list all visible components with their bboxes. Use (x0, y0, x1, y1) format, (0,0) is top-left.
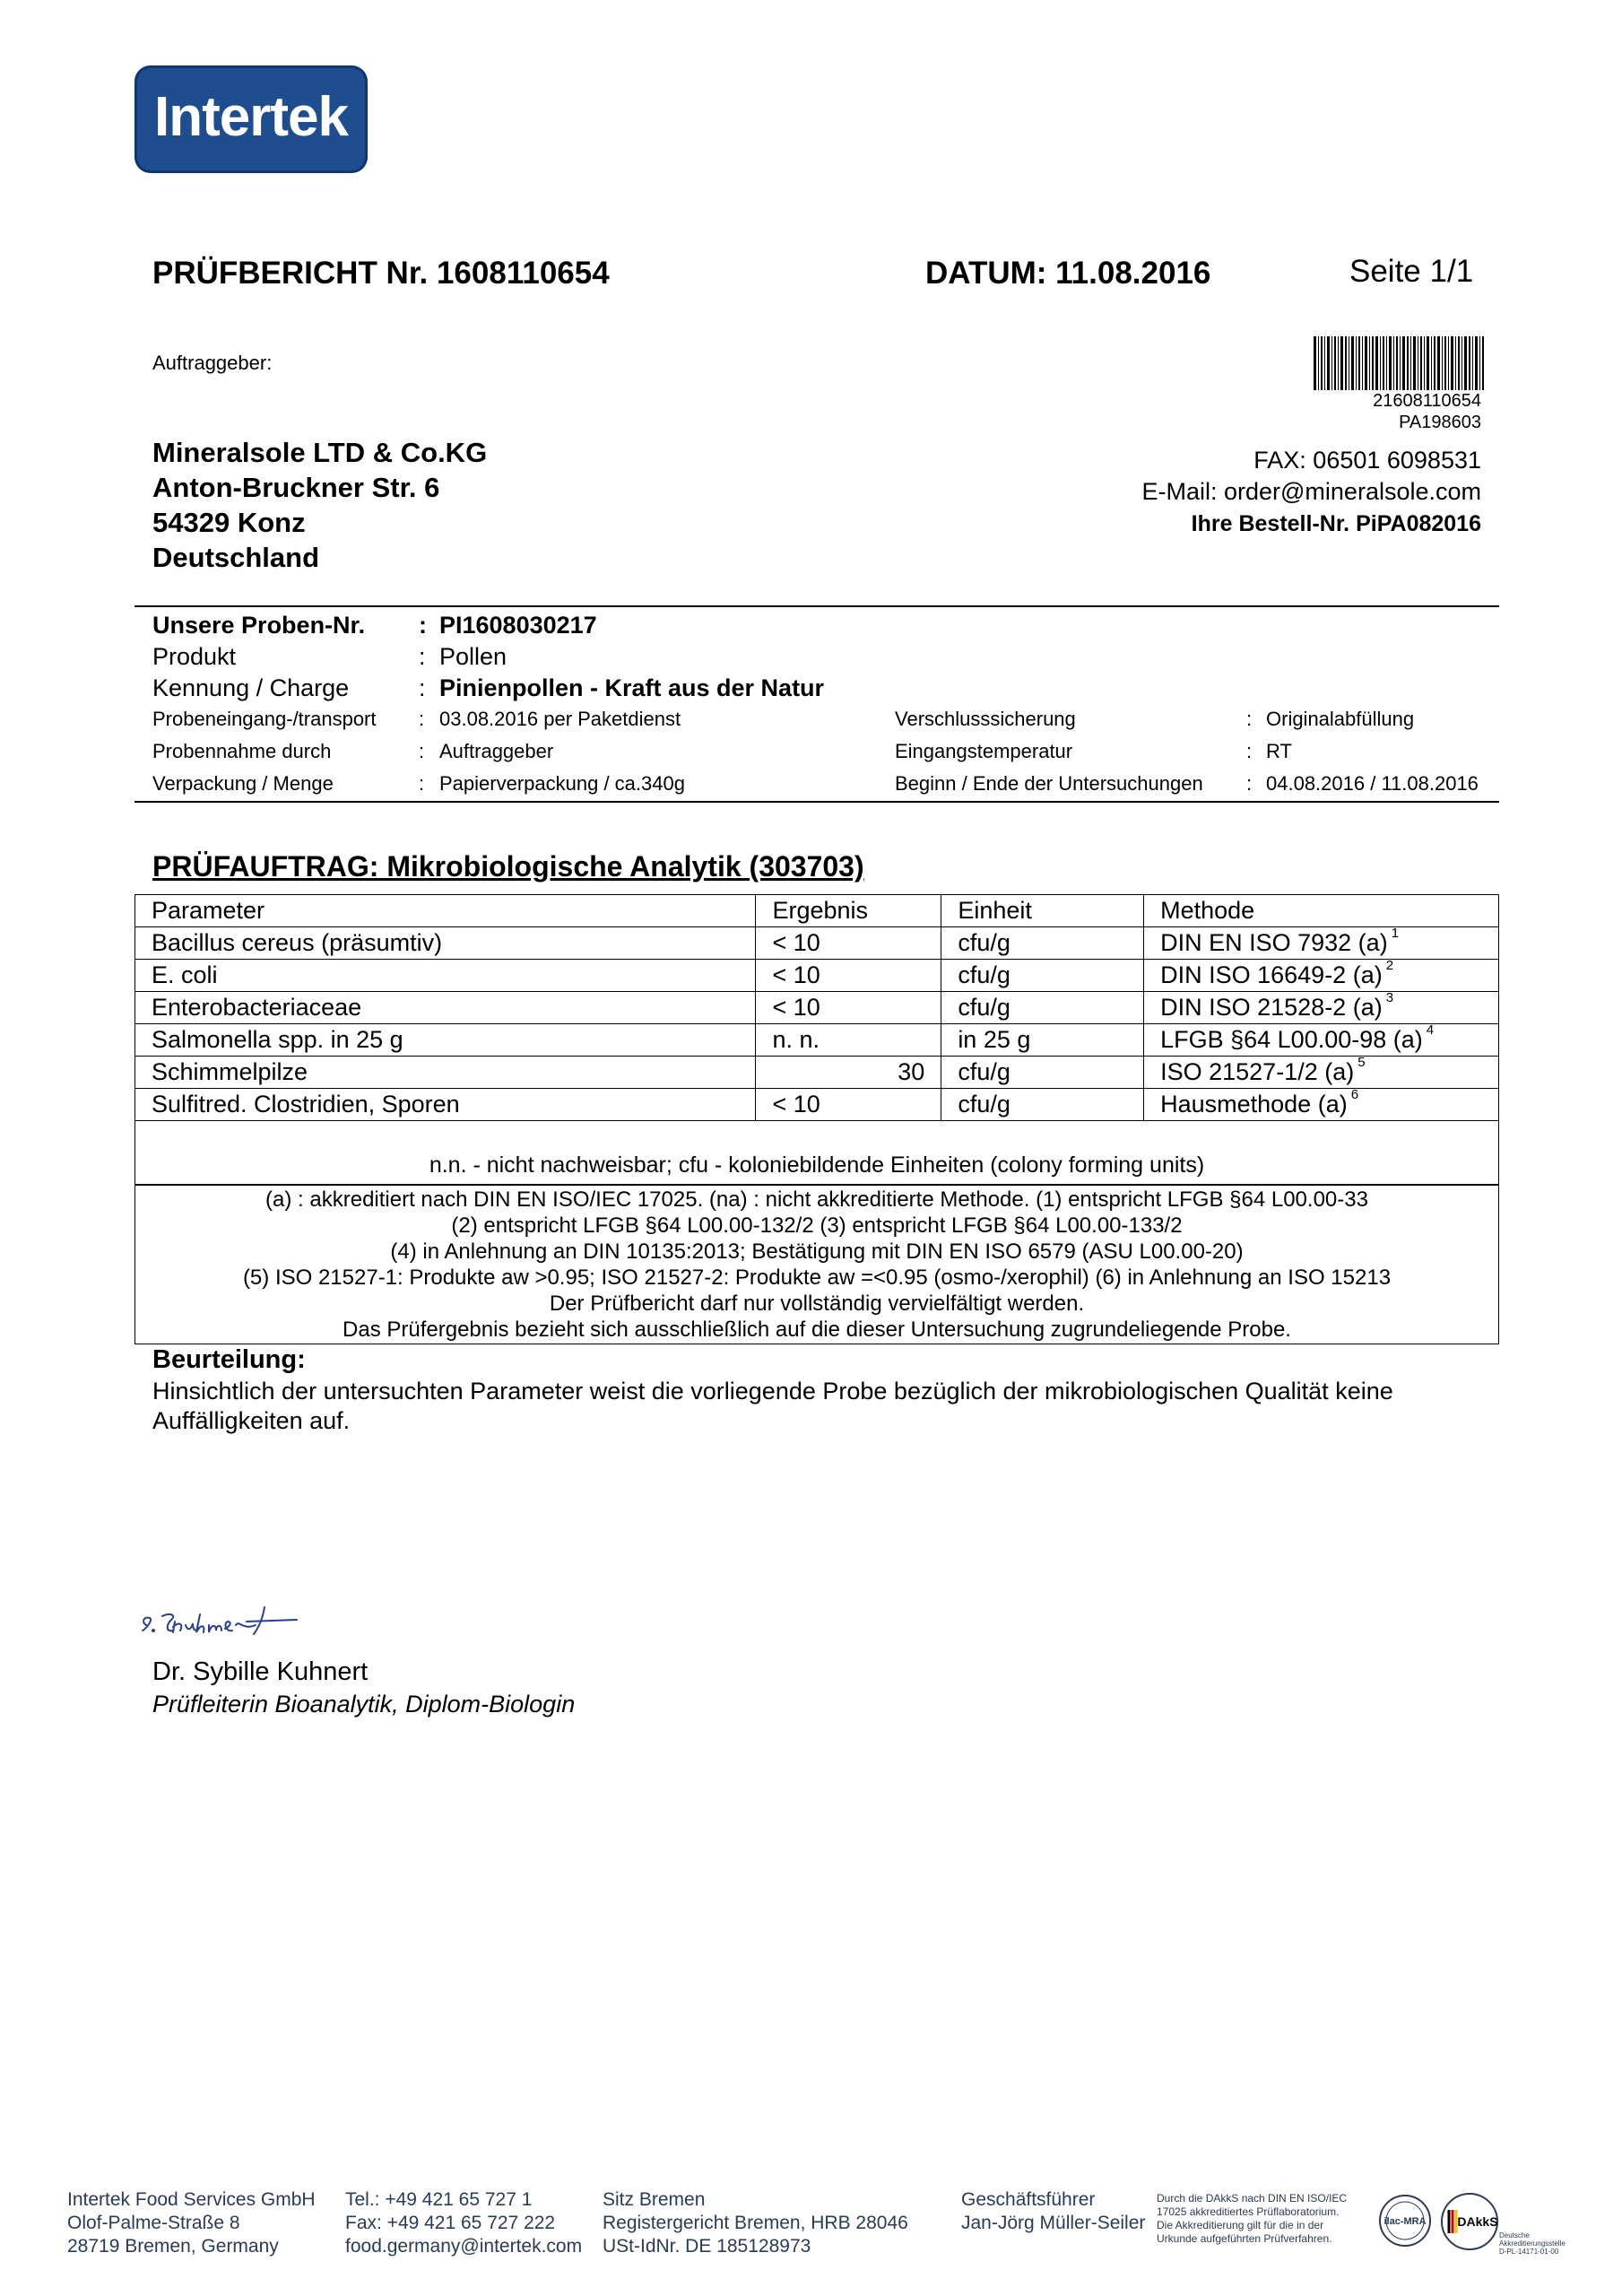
abbreviations-box (134, 1120, 1499, 1185)
footer-line: Jan-Jörg Müller-Seiler (961, 2213, 1146, 2233)
result-cell: < 10 (756, 960, 941, 992)
barcode-number: 21608110654 (1373, 391, 1481, 411)
column-header: Methode (1144, 895, 1499, 927)
column-header: Parameter (135, 895, 756, 927)
unit-cell: cfu/g (941, 1089, 1144, 1121)
parameter-cell: Sulfitred. Clostridien, Sporen (135, 1089, 756, 1121)
parameter-cell: Bacillus cereus (präsumtiv) (135, 927, 756, 960)
footnote-ref: 5 (1357, 1055, 1366, 1070)
table-row (135, 960, 1499, 992)
separator: : (419, 740, 425, 762)
footer-line: 28719 Bremen, Germany (67, 2236, 279, 2257)
method-cell (1144, 927, 1499, 960)
parameter-cell: Salmonella spp. in 25 g (135, 1024, 756, 1057)
test-period-label: Beginn / Ende der Untersuchungen (895, 772, 1203, 795)
footer-line: Urkunde aufgeführten Prüfverfahren. (1157, 2232, 1332, 2245)
logo-text: Intertek (154, 86, 348, 148)
dakks-logo (1440, 2192, 1499, 2251)
footer-line: Durch die DAkkS nach DIN EN ISO/IEC (1157, 2192, 1348, 2205)
legend-line: (5) ISO 21527-1: Produkte aw >0.95; ISO 21527-2: Produkte aw =<0.95 (osmo-/xerophil) (6) in Anlehnung an ISO 15213 (242, 1265, 1392, 1290)
method-cell (1144, 1089, 1499, 1121)
method-text: DIN ISO 16649-2 (a) (1160, 961, 1383, 988)
footer-company (67, 2188, 316, 2258)
footnote-ref: 1 (1391, 926, 1400, 941)
table-row (135, 1089, 1499, 1121)
results-table (134, 894, 1499, 1121)
footer-accreditation (1157, 2192, 1381, 2246)
abbreviations-note: n.n. - nicht nachweisbar; cfu - koloniebildende Einheiten (colony forming units) (429, 1152, 1205, 1178)
footer-registry (603, 2188, 908, 2258)
method-cell (1144, 1024, 1499, 1057)
table-row (135, 992, 1499, 1024)
footnote-ref: 4 (1426, 1022, 1435, 1038)
client-country: Deutschland (152, 542, 320, 573)
separator: : (1246, 772, 1253, 795)
legend-line: Der Prüfbericht darf nur vollständig vervielfältigt werden. (549, 1292, 1085, 1316)
unit-cell: cfu/g (941, 927, 1144, 960)
order-number: Ihre Bestell-Nr. PiPA082016 (1191, 511, 1481, 536)
result-cell: < 10 (756, 927, 941, 960)
footer-line: food.germany@intertek.com (345, 2236, 583, 2257)
footer-line: Tel.: +49 421 65 727 1 (345, 2189, 533, 2210)
intertek-logo (134, 65, 368, 173)
client-street: Anton-Bruckner Str. 6 (152, 472, 440, 503)
method-text: LFGB §64 L00.00-98 (a) (1160, 1026, 1423, 1053)
sample-number-label: Unsere Proben-Nr. (152, 612, 366, 639)
unit-cell: cfu/g (941, 992, 1144, 1024)
method-text: ISO 21527-1/2 (a) (1160, 1058, 1355, 1085)
client-address (152, 435, 487, 575)
temperature-value: RT (1266, 740, 1292, 762)
separator: : (419, 674, 426, 701)
footer-line: Geschäftsführer (961, 2189, 1096, 2210)
barcode-reference: PA198603 (1399, 413, 1481, 432)
receipt-value: 03.08.2016 per Paketdienst (439, 708, 681, 730)
separator: : (419, 772, 425, 795)
report-title: PRÜFBERICHT Nr. 1608110654 (152, 256, 610, 291)
sampling-value: Auftraggeber (439, 740, 554, 762)
separator: : (419, 612, 427, 639)
column-header: Ergebnis (756, 895, 941, 927)
signer-role: Prüfleiterin Bioanalytik, Diplom-Biologin (152, 1691, 576, 1718)
result-cell: < 10 (756, 992, 941, 1024)
method-text: DIN EN ISO 7932 (a) (1160, 929, 1388, 956)
contact-email: E-Mail: order@mineralsole.com (1141, 478, 1481, 505)
barcode-image (1314, 336, 1484, 390)
temperature-label: Eingangstemperatur (895, 740, 1073, 762)
footer-phone (345, 2188, 582, 2258)
client-label: Auftraggeber: (152, 352, 273, 374)
report-date: DATUM: 11.08.2016 (925, 256, 1211, 291)
footer-line: Die Akkreditierung gilt für die in der (1157, 2219, 1324, 2231)
unit-cell: cfu/g (941, 1057, 1144, 1089)
test-period-value: 04.08.2016 / 11.08.2016 (1266, 772, 1479, 795)
seal-label: Verschlusssicherung (895, 708, 1076, 730)
table-header-row (135, 895, 1499, 927)
method-text: DIN ISO 21528-2 (a) (1160, 994, 1383, 1021)
packaging-value: Papierverpackung / ca.340g (439, 772, 685, 795)
assessment-text: Hinsichtlich der untersuchten Parameter weist die vorliegende Probe bezüglich der mikrobiologischen Qualität keine Auffälligkeiten auf. (152, 1378, 1393, 1434)
result-cell: 30 (756, 1057, 941, 1089)
method-cell (1144, 1057, 1499, 1089)
signer-name: Dr. Sybille Kuhnert (152, 1657, 369, 1686)
parameter-cell: Enterobacteriaceae (135, 992, 756, 1024)
packaging-label: Verpackung / Menge (152, 772, 334, 795)
separator: : (419, 708, 425, 730)
footer-line: Olof-Palme-Straße 8 (67, 2213, 240, 2233)
assessment-title: Beurteilung: (152, 1345, 306, 1374)
separator: : (419, 643, 426, 670)
charge-value: Pinienpollen - Kraft aus der Natur (439, 674, 825, 701)
charge-label: Kennung / Charge (152, 674, 350, 701)
receipt-label: Probeneingang-/transport (152, 708, 377, 730)
footnote-ref: 6 (1350, 1087, 1359, 1102)
ilac-logo-text: ilac-MRA (1383, 2216, 1427, 2227)
footer-line: Registergericht Bremen, HRB 28046 (603, 2213, 908, 2233)
unit-cell: cfu/g (941, 960, 1144, 992)
legend-box (134, 1185, 1499, 1344)
client-city: 54329 Konz (152, 507, 306, 538)
table-row (135, 927, 1499, 960)
separator: : (1246, 708, 1253, 730)
footnote-ref: 2 (1385, 958, 1394, 973)
parameter-cell: Schimmelpilze (135, 1057, 756, 1089)
contact-fax: FAX: 06501 6098531 (1253, 447, 1481, 474)
divider-top (134, 605, 1499, 607)
footer-line: USt-IdNr. DE 185128973 (603, 2236, 811, 2257)
method-cell (1144, 960, 1499, 992)
footer-line: Fax: +49 421 65 727 222 (345, 2213, 556, 2233)
legend-line: Das Prüfergebnis bezieht sich ausschließlich auf die dieser Untersuchung zugrundeliegende Probe. (343, 1318, 1291, 1342)
footer-line: 17025 akkreditiertes Prüflaboratorium. (1157, 2205, 1340, 2218)
footer-management (961, 2188, 1145, 2235)
table-row (135, 1057, 1499, 1089)
footer-line: Akkreditierungsstelle (1499, 2239, 1566, 2248)
table-row (135, 1024, 1499, 1057)
footer-line: Intertek Food Services GmbH (67, 2189, 316, 2210)
method-text: Hausmethode (a) (1160, 1091, 1348, 1118)
footer-line: Sitz Bremen (603, 2189, 706, 2210)
order-title: PRÜFAUFTRAG: Mikrobiologische Analytik (303703) (152, 850, 864, 883)
sampling-label: Probennahme durch (152, 740, 332, 762)
dakks-caption (1499, 2231, 1566, 2256)
dakks-logo-text: DAkkS (1457, 2214, 1498, 2229)
legend-line: (2) entspricht LFGB §64 L00.00-132/2 (3) entspricht LFGB §64 L00.00-133/2 (451, 1213, 1183, 1238)
legend-line: (4) in Anlehnung an DIN 10135:2013; Bestätigung mit DIN EN ISO 6579 (ASU L00.00-20) (390, 1239, 1244, 1264)
unit-cell: in 25 g (941, 1024, 1144, 1057)
method-cell (1144, 992, 1499, 1024)
divider-bottom (134, 801, 1499, 803)
result-cell: < 10 (756, 1089, 941, 1121)
column-header: Einheit (941, 895, 1144, 927)
result-cell: n. n. (756, 1024, 941, 1057)
client-name: Mineralsole LTD & Co.KG (152, 437, 488, 468)
sample-number-value: PI1608030217 (439, 612, 597, 639)
ilac-mra-logo (1378, 2194, 1432, 2248)
parameter-cell: E. coli (135, 960, 756, 992)
legend-line: (a) : akkreditiert nach DIN EN ISO/IEC 17025. (na) : nicht akkreditierte Methode. (1) entspricht LFGB §64 L00.00-33 (265, 1187, 1368, 1212)
product-label: Produkt (152, 643, 237, 670)
seal-value: Originalabfüllung (1266, 708, 1415, 730)
handwritten-signature (139, 1595, 300, 1639)
separator: : (1246, 740, 1253, 762)
page-number: Seite 1/1 (1349, 254, 1474, 289)
product-value: Pollen (439, 643, 507, 670)
footer-line: Deutsche (1499, 2231, 1530, 2239)
footnote-ref: 3 (1385, 990, 1394, 1005)
footer-line: D-PL-14171-01-00 (1499, 2248, 1559, 2256)
